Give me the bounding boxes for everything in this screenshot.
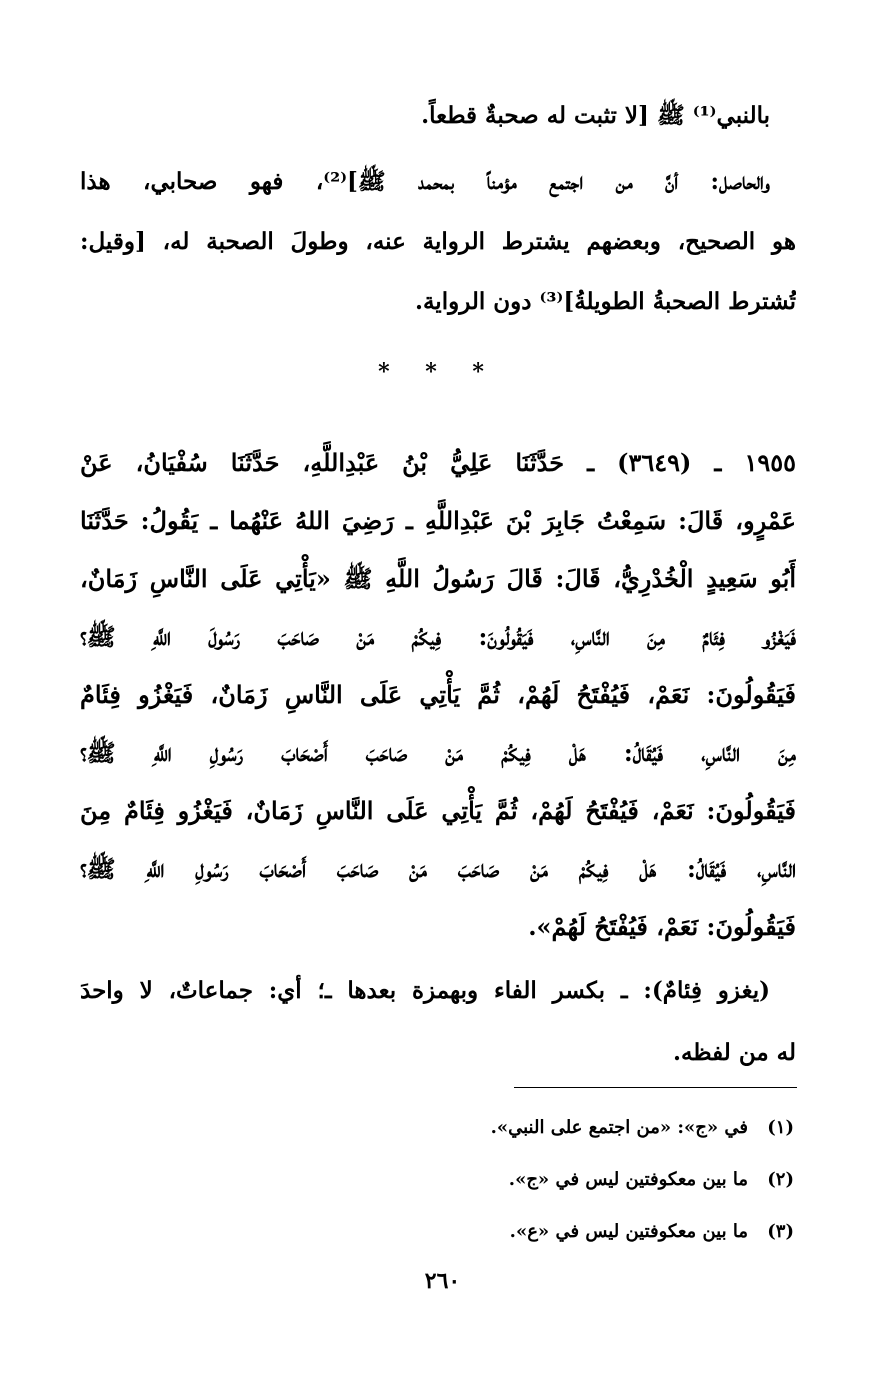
footnote-text: ما بين معكوفتين ليس في «ج».	[508, 1169, 748, 1190]
hadith-paragraph	[80, 434, 796, 956]
hadith-line: النَّاسِ، فَيُقَالُ: هَلْ فِيكُمْ مَنْ صَاحَبَ مَنْ صَاحَبَ أَصْحَابَ رَسُولِ اللَّهِ ﷺ؟	[80, 854, 796, 883]
hadith-line: فَيَقُولُونَ: نَعَمْ، فَيُفْتَحُ لَهُمْ، ثُمَّ يَأْتِي عَلَى النَّاسِ زَمَانٌ، فَيَغْزُو فِئَامٌ	[80, 680, 796, 709]
explanation-paragraph	[80, 960, 796, 1084]
page-number: ٢٦٠	[424, 1268, 461, 1294]
hadith-line: فَيَقُولُونَ: نَعَمْ، فَيُفْتَحُ لَهُمْ، ثُمَّ يَأْتِي عَلَى النَّاسِ زَمَانٌ، فَيَغْزُو فِئَامٌ مِنَ	[80, 796, 796, 825]
intro-line-3: هو الصحيح، وبعضهم يشترط الرواية عنه، وطولَ الصحبة له، [وقيل:	[80, 228, 796, 255]
intro-line-4: تُشترط الصحبةُ الطويلةُ]⁽³⁾ دون الرواية.	[414, 288, 796, 315]
hadith-line: أَبُو سَعِيدٍ الْخُدْرِيُّ، قَالَ: قَالَ رَسُولُ اللَّهِ ﷺ «يَأْتِي عَلَى النَّاسِ زَمَانٌ،	[80, 564, 796, 593]
explanation-line-1: (يغزو فِئامٌ): ـ بكسر الفاء وبهمزة بعدها ـ؛ أي: جماعاتٌ، لا واحدَ	[80, 977, 770, 1004]
footnote-divider	[514, 1087, 797, 1088]
footnotes	[80, 1102, 796, 1258]
intro-line-2: والحاصل: أنَّ من اجتمع مؤمناً بمحمد ﷺ]⁽²⁾، فهو صحابي، هذا	[80, 168, 770, 195]
main-text	[80, 86, 796, 1084]
intro-paragraph	[80, 86, 796, 332]
intro-line-1: بالنبي⁽¹⁾ ﷺ [لا تثبت له صحبةٌ قطعاً.	[421, 102, 770, 129]
hadith-line: ١٩٥٥ ـ (٣٦٤٩) ـ حَدَّثَنَا عَلِيُّ بْنُ عَبْدِاللَّهِ، حَدَّثَنَا سُفْيَانُ، عَنْ	[80, 448, 796, 477]
hadith-line: مِنَ النَّاسِ، فَيُقَالُ: هَلْ فِيكُمْ مَنْ صَاحَبَ أَصْحَابَ رَسُولِ اللَّهِ ﷺ؟	[80, 738, 796, 767]
footnote-1	[80, 1102, 796, 1154]
footnote-3	[80, 1206, 796, 1258]
hadith-line: فَيَغْزُو فِئَامٌ مِنَ النَّاسِ، فَيَقُولُونَ: فِيكُمْ مَنْ صَاحَبَ رَسُولَ اللَّهِ ﷺ؟	[80, 622, 796, 651]
footnote-2	[80, 1154, 796, 1206]
section-separator: * * *	[378, 359, 498, 385]
footnote-number: (٢)	[767, 1169, 794, 1190]
explanation-line-2: له من لفظه.	[672, 1039, 796, 1066]
hadith-line: عَمْرٍو، قَالَ: سَمِعْتُ جَابِرَ بْنَ عَبْدِاللَّهِ ـ رَضِيَ اللهُ عَنْهُما ـ يَقُولُ: حَدَّثَنَا	[80, 506, 796, 535]
footnote-text: ما بين معكوفتين ليس في «ع».	[509, 1221, 748, 1242]
footnote-text: في «ج»: «من اجتمع على النبي».	[490, 1117, 748, 1138]
footnote-number: (١)	[767, 1117, 794, 1138]
footnote-number: (٣)	[767, 1221, 794, 1242]
hadith-line: فَيَقُولُونَ: نَعَمْ، فَيُفْتَحُ لَهُمْ».	[528, 912, 796, 941]
